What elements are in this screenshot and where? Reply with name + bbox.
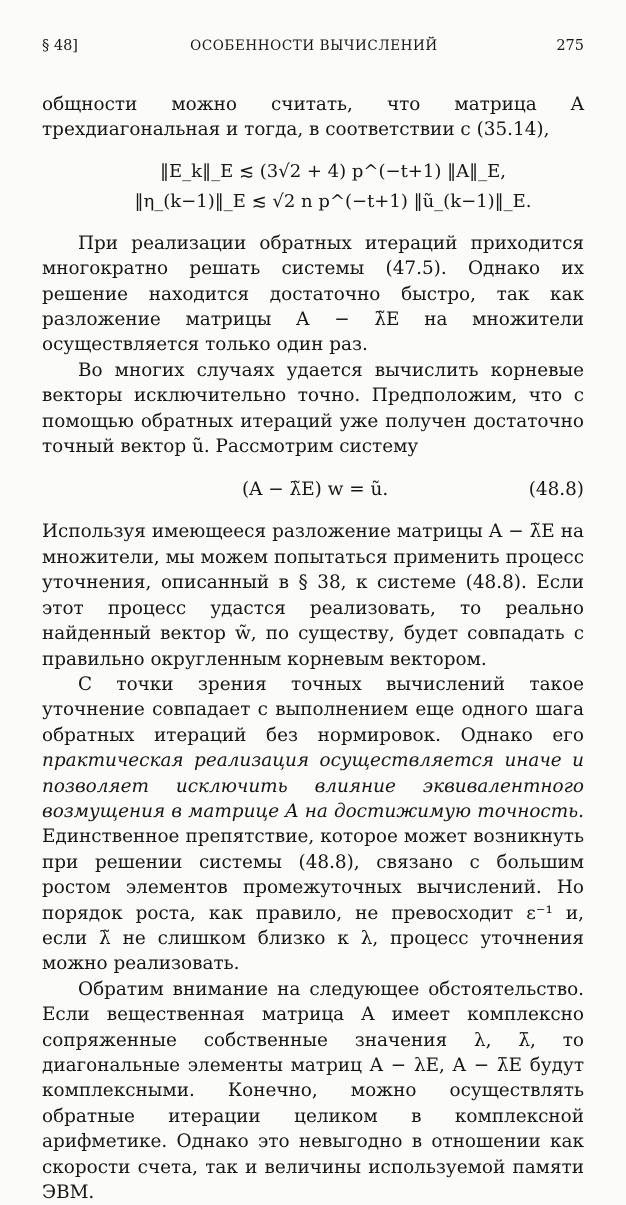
- page-body: [42, 92, 584, 1205]
- paragraph-2: При реализации обратных итераций приходится многократно решать системы (47.5). Однако их решение находится достаточно быстро, так как разложение матрицы A − λ̃E на множители осуществляется только один раз.: [42, 232, 584, 356]
- page-number: 275: [556, 38, 584, 54]
- formula-error-bound-E: ‖E_k‖_E ≲ (3√2 + 4) p^(−t+1) ‖A‖_E,: [160, 160, 506, 182]
- paragraph-4: Используя имеющееся разложение матрицы A − λ̃E на множители, мы можем попытаться применить процесс уточнения, описанный в § 38, к системе (48.8). Если этот процесс удастся реализовать, то реально найденный вектор w̃, по существу, будет совпадать с правильно округленным корневым вектором.: [42, 521, 584, 670]
- section-ref: § 48]: [42, 38, 78, 54]
- paragraph-5-end: Единственное препятствие, которое может возникнуть при решении системы (48.8), связано с большим ростом элементов промежуточных вычислений. Но порядок роста, как правило, не превосходит ε⁻¹ и, если λ̃ не слишком близко к λ, процесс уточнения можно реализовать.: [42, 826, 584, 975]
- paragraph-1: общности можно считать, что матрица A трехдиагональная и тогда, в соответствии с (35.14),: [42, 94, 584, 141]
- paragraph-3: Во многих случаях удается вычислить корневые векторы исключительно точно. Предположим, что с помощью обратных итераций уже получен достаточно точный вектор ũ. Рассмотрим систему: [42, 359, 584, 458]
- paragraph-5-start: С точки зрения точных вычислений такое уточнение совпадает с выполнением еще одного шага обратных итераций без нормировок. Однако его: [42, 673, 584, 746]
- paragraph-5-italic: практическая реализация осуществляется иначе и позволяет исключить влияние эквивалентного возмущения в матрице A на достижимую точность.: [42, 750, 584, 822]
- paragraph-6: Обратим внимание на следующее обстоятельство. Если вещественная матрица A имеет комплексно сопряженные собственные значения λ, λ̄, то диагональные элементы матриц A − λE, A − λ̄E будут комплексными. Конечно, можно осуществлять обратные итерации целиком в комплексной арифметике. Однако это невыгодно в отношении как скорости счета, так и величины используемой памяти ЭВМ.: [42, 978, 584, 1204]
- formula-error-bound-eta: ‖η_(k−1)‖_E ≲ √2 n p^(−t+1) ‖ũ_(k−1)‖_E.: [134, 190, 532, 212]
- equation-body: (A − λ̃E) w = ũ.: [242, 479, 389, 501]
- running-header: [42, 38, 586, 62]
- paragraph-5: [42, 672, 584, 977]
- header-title: ОСОБЕННОСТИ ВЫЧИСЛЕНИЙ: [190, 38, 438, 54]
- equation-label: (48.8): [528, 479, 584, 501]
- equation-48-8: [42, 475, 584, 505]
